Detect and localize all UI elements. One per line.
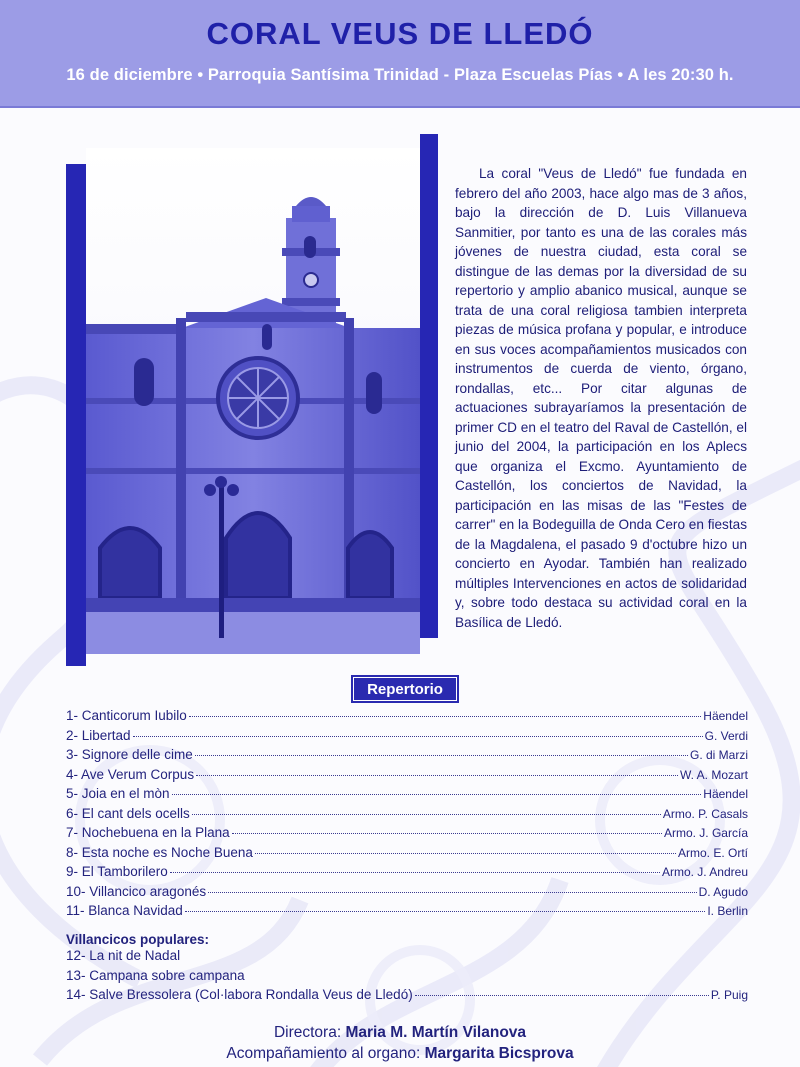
piece-title: 4- Ave Verum Corpus: [66, 766, 195, 782]
list-item: [66, 728, 748, 748]
frame-bar-left: [66, 164, 86, 666]
piece-title: 10- Villancico aragonés: [66, 883, 207, 899]
piece-title: 11- Blanca Navidad: [66, 903, 183, 918]
director-label: Directora:: [273, 1024, 342, 1041]
piece-author: Armo. E. Ortí: [677, 845, 748, 860]
list-item: [66, 747, 748, 767]
leader-dots: [192, 814, 661, 815]
populares-heading: Villancicos populares:: [66, 932, 210, 947]
list-item: [66, 708, 748, 728]
list-item: [66, 864, 748, 884]
leader-dots: [232, 833, 662, 834]
leader-dots: [185, 911, 705, 912]
credits: [0, 1022, 800, 1064]
leader-dots: [196, 775, 678, 776]
church-illustration: [86, 148, 420, 654]
list-item: [66, 845, 748, 865]
list-item: [66, 806, 748, 826]
piece-author: Armo. J. Andreu: [661, 865, 748, 879]
piece-author: P. Puig: [710, 988, 748, 1002]
piece-title: 8- Esta noche es Noche Buena: [66, 844, 253, 860]
organ-line: [0, 1043, 800, 1064]
populares-list: [66, 948, 748, 1007]
list-item: [66, 825, 748, 845]
list-item: [66, 903, 748, 923]
church-photo: [86, 148, 420, 654]
leader-dots: [195, 755, 688, 756]
leader-dots: [172, 794, 702, 795]
list-item: [66, 786, 748, 806]
piece-author: Häendel: [703, 787, 748, 801]
piece-title: 2- Libertad: [66, 727, 131, 743]
leader-dots: [255, 853, 676, 854]
piece-title: 6- El cant dels ocells: [66, 805, 190, 821]
piece-author: D. Agudo: [698, 884, 748, 899]
piece-author: Armo. P. Casals: [662, 806, 748, 821]
repertorio-heading: Repertorio: [353, 677, 457, 701]
list-item: [66, 968, 748, 988]
piece-author: Häendel: [703, 709, 748, 723]
piece-author: Armo. J. García: [663, 826, 748, 840]
intro-paragraph: La coral "Veus de Lledó" fue fundada en febrero del año 2003, hace algo mas de 3 años, bajo la dirección de D. Luis Villanueva Sanmitier, por tanto es una de las corales más jóvenes de nuestra ciudad, esta coral se distingue de las demas por la diversidad de su repertorio y amplio abanico musical, aunque se trata de una coral religiosa tambien interpreta piezas de música profana y popular, e introduce en sus voces acompañamientos musicados con instrumentos de cuerda de viento, órgano, rondallas, etc... Por citar algunas de actuaciones subrayaríamos la presentación de primer CD en el teatro del Raval de Castellón, el junio del 2004, la participación en los Aplecs que organiza el Excmo. Ayuntamiento de Castellón, los conciertos de Navidad, la participación en las misas de las "Festes de carrer" en la Bodeguilla de Onda Cero en fiestas de la Magdalena, el pasado 9 d'octubre hizo un concierto en Ayodar. También han realizado múltiples Intervenciones en actos de solidaridad y, sobre todo destaca su actividad coral en la Basílica de Lledó.: [455, 166, 747, 630]
event-details: 16 de diciembre • Parroquia Santísima Trinidad - Plaza Escuelas Pías • A les 20:30 h.: [66, 66, 734, 84]
leader-dots: [415, 995, 709, 996]
leader-dots: [170, 872, 660, 873]
piece-title: 13- Campana sobre campana: [66, 967, 245, 983]
piece-author: G. di Marzi: [689, 748, 748, 762]
church-photo-frame: [66, 134, 438, 666]
piece-title: 7- Nochebuena en la Plana: [66, 825, 230, 840]
piece-title: 12- La nit de Nadal: [66, 948, 181, 963]
page-title: CORAL VEUS DE LLEDÓ: [206, 16, 594, 51]
leader-dots: [208, 892, 697, 893]
leader-dots: [189, 716, 701, 717]
piece-title: 9- El Tamborilero: [66, 864, 168, 879]
piece-title: 3- Signore delle cime: [66, 747, 193, 762]
piece-author: I. Berlin: [707, 904, 748, 918]
list-item: [66, 987, 748, 1007]
list-item: [66, 884, 748, 904]
director-name: Maria M. Martín Vilanova: [345, 1024, 527, 1041]
organ-label: Acompañamiento al organo:: [226, 1045, 421, 1062]
list-item: [66, 948, 748, 968]
piece-author: W. A. Mozart: [679, 767, 748, 782]
piece-title: 5- Joia en el mòn: [66, 786, 170, 801]
list-item: [66, 767, 748, 787]
piece-title: 14- Salve Bressolera (Col·labora Rondalla Veus de Lledó): [66, 987, 413, 1002]
piece-author: G. Verdi: [704, 728, 748, 743]
director-line: [0, 1022, 800, 1043]
frame-bar-right: [420, 134, 438, 638]
leader-dots: [133, 736, 703, 737]
piece-title: 1- Canticorum Iubilo: [66, 708, 187, 723]
repertorio-list: [66, 708, 748, 923]
organ-name: Margarita Bicsprova: [424, 1045, 574, 1062]
header-banner: [0, 0, 800, 108]
